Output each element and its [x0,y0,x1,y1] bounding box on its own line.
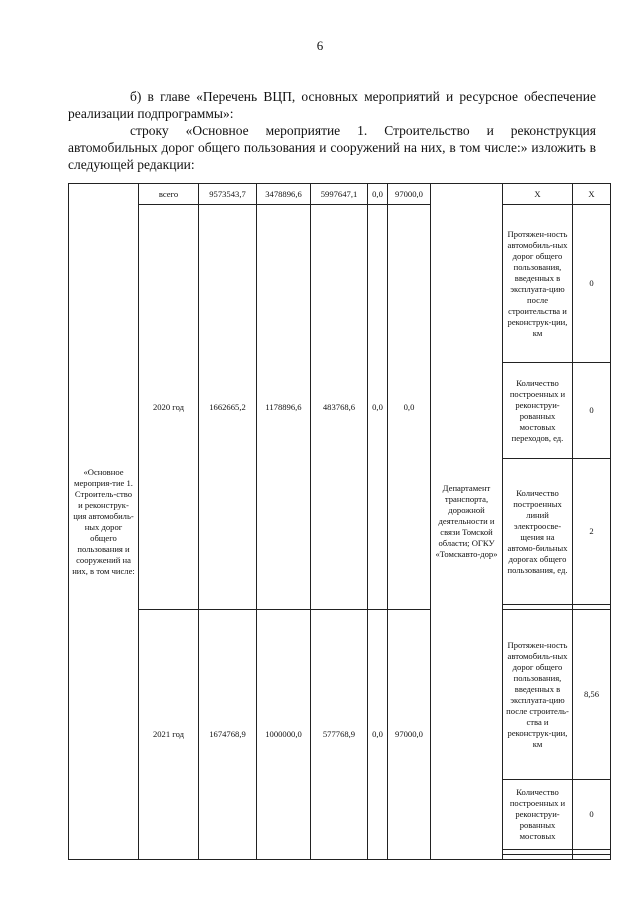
intro-paragraph-2: строку «Основное мероприятие 1. Строительство и реконструкция автомобильных дорог общего пользования и сооружений на них, в том числе:» изложить в следующей редакции: [68,123,596,172]
value-cell: 97000,0 [388,610,431,860]
value-cell: 3478896,6 [257,184,311,205]
value-cell: 1662665,2 [199,205,257,610]
value-cell: 1178896,6 [257,205,311,610]
indicator-value-cell: 2 [573,459,611,605]
executor-cell: Департамент транспорта, дорожной деятельности и связи Томской области; ОГКУ «Томскавто-дор» [431,184,503,860]
intro-text [68,88,596,173]
indicator-cell: Количество построенных и реконструи-рованных мостовых [503,780,573,850]
period-cell: 2021 год [139,610,199,860]
value-cell: 0,0 [368,184,388,205]
indicator-cell: Количество построенных линий электроосве-щения на автомо-бильных дорогах общего пользования, ед. [503,459,573,605]
period-cell: всего [139,184,199,205]
intro-paragraph-1: б) в главе «Перечень ВЦП, основных мероприятий и ресурсное обеспечение реализации подпрограммы»: [68,89,596,121]
indicator-cell: X [503,184,573,205]
table-row-total [69,184,611,205]
value-cell: 1674768,9 [199,610,257,860]
indicator-value-cell: 0 [573,205,611,363]
budget-table [68,183,611,860]
period-cell: 2020 год [139,205,199,610]
value-cell: 1000000,0 [257,610,311,860]
table-row-2021 [69,610,611,780]
indicator-value-cell: 8,56 [573,610,611,780]
indicator-value-cell [573,855,611,860]
value-cell: 5997647,1 [311,184,368,205]
activity-cell: «Основное мероприя-тие 1. Строитель-ство и реконструк-ция автомобиль-ных дорог общего пользования и сооружений на них, в том числе: [69,184,139,860]
value-cell: 9573543,7 [199,184,257,205]
value-cell: 483768,6 [311,205,368,610]
value-cell: 0,0 [368,610,388,860]
page-number: 6 [316,38,324,53]
indicator-cell: Протяжен-ность автомобиль-ных дорог общего пользования, введенных в эксплуата-цию после строитель-ства и реконструк-ции, км [503,610,573,780]
table-row-2020 [69,205,611,363]
indicator-value-cell: 0 [573,363,611,459]
indicator-cell: Протяжен-ность автомобиль-ных дорог общего пользования, введенных в эксплуата-цию после строительства и реконструк-ции, км [503,205,573,363]
indicator-value-cell: 0 [573,780,611,850]
value-cell: 0,0 [368,205,388,610]
indicator-cell [503,855,573,860]
value-cell: 577768,9 [311,610,368,860]
indicator-cell: Количество построенных и реконструи-рованных мостовых переходов, ед. [503,363,573,459]
value-cell: 97000,0 [388,184,431,205]
indicator-value-cell: X [573,184,611,205]
value-cell: 0,0 [388,205,431,610]
